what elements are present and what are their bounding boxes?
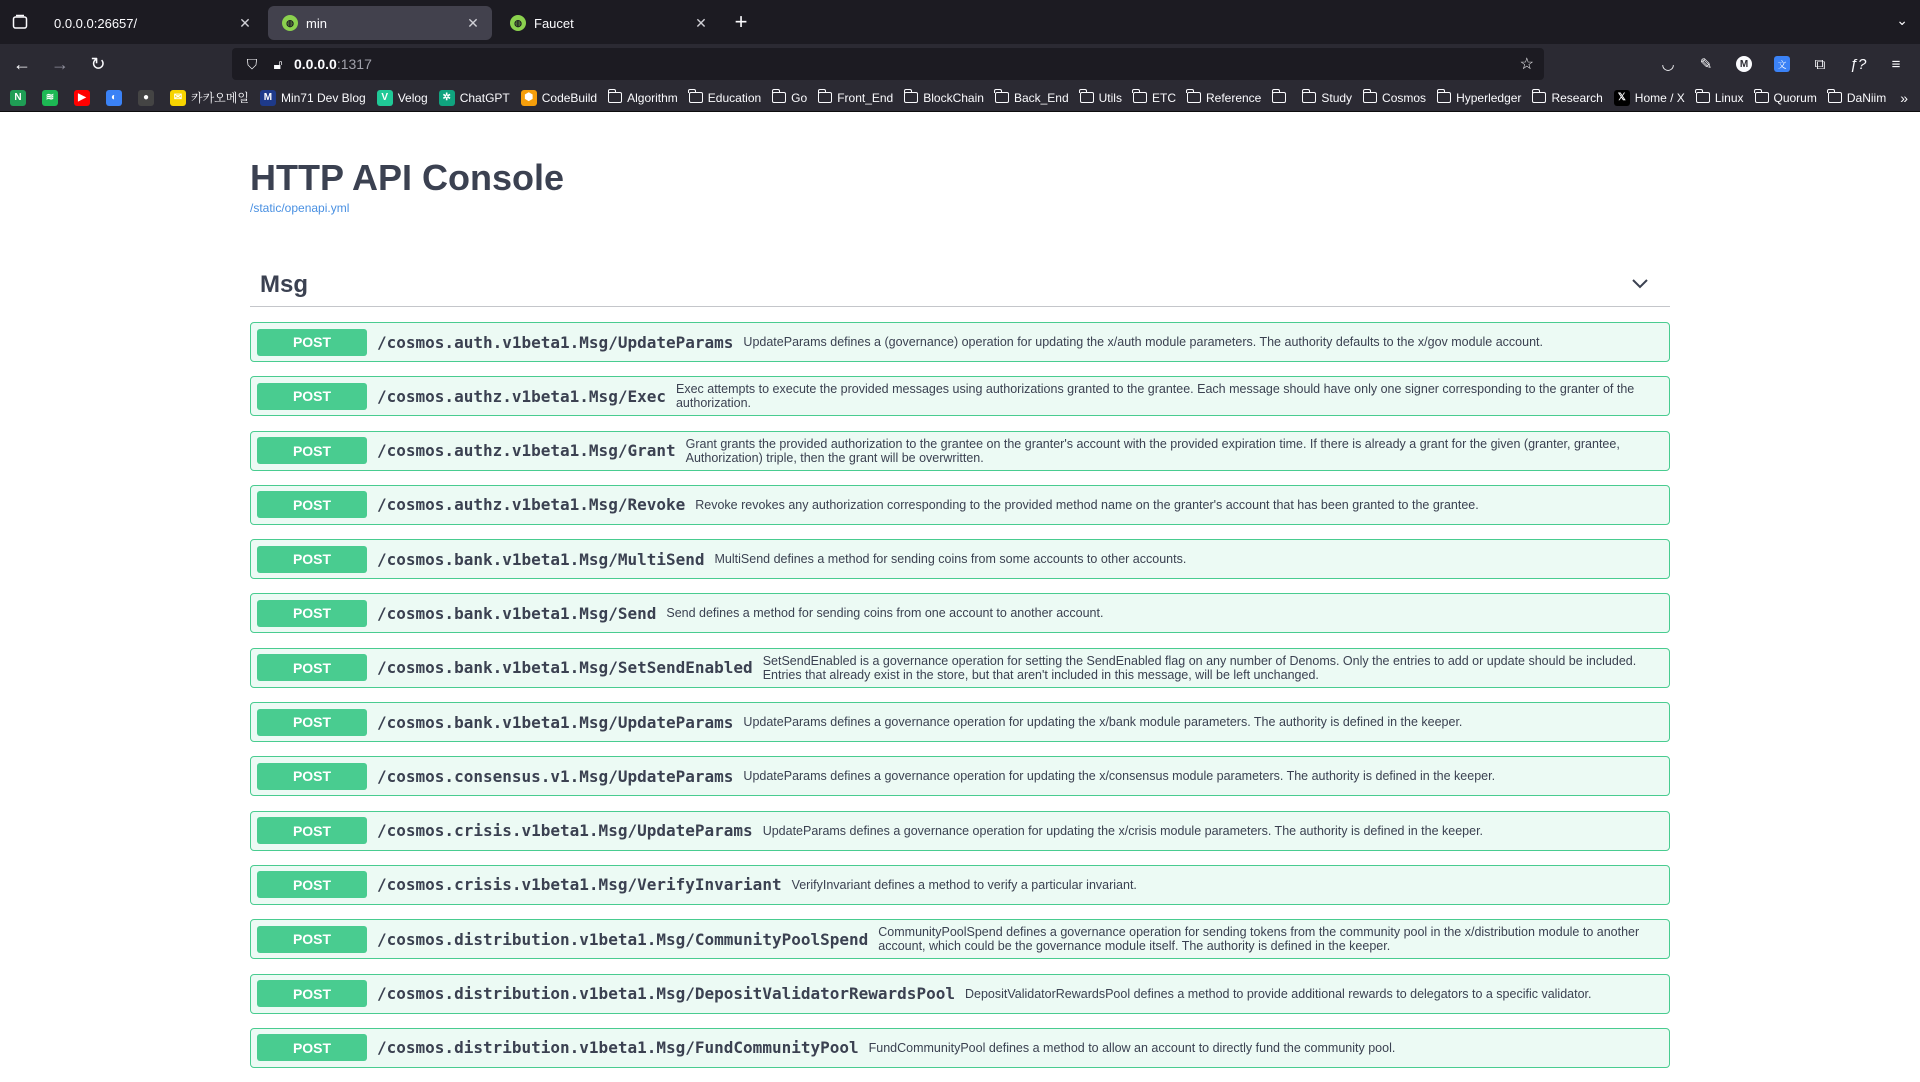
method-badge: POST <box>257 763 367 790</box>
bookmark-item[interactable] <box>1272 92 1291 103</box>
bookmark-label: Reference <box>1205 90 1262 105</box>
bookmark-item[interactable] <box>995 91 1069 105</box>
bookmark-item[interactable] <box>377 90 428 106</box>
operation-row[interactable] <box>250 539 1670 579</box>
bookmark-label: Education <box>707 90 762 105</box>
operation-description: Exec attempts to execute the provided messages using authorizations granted to the grantee. Each message should have only one signer corresponding to the granter of the authorization. <box>675 382 1635 411</box>
bookmarks-toolbar <box>0 84 1920 112</box>
tab-label: 0.0.0.0:26657/ <box>54 15 138 31</box>
reload-button[interactable] <box>82 48 114 80</box>
navigation-toolbar <box>0 44 1920 84</box>
operation-path[interactable]: /cosmos.distribution.v1beta1.Msg/FundCommunityPool <box>377 1038 859 1058</box>
extensions-puzzle-icon[interactable]: ⧉ <box>1814 55 1826 73</box>
page-content <box>0 113 1920 1080</box>
velog-icon: V <box>377 90 393 106</box>
operation-row[interactable] <box>250 756 1670 796</box>
bookmark-label: 카카오메일 <box>191 91 249 105</box>
folder-icon <box>1133 92 1147 103</box>
operation-description: SetSendEnabled is a governance operation for setting the SendEnabled flag on any number of Denoms. Only the entries to add or update should be included. Entries that already exist in the store, but that aren't included in this message, will be left unchanged. <box>762 653 1637 682</box>
bookmark-item[interactable] <box>138 90 159 106</box>
url-port: :1317 <box>336 56 372 72</box>
bookmark-label: BlockChain <box>923 90 984 105</box>
menu-icon[interactable]: ≡ <box>1891 55 1901 73</box>
reload-icon: ↻ <box>90 53 106 74</box>
bookmarks-overflow-icon[interactable]: » <box>1900 90 1908 106</box>
extension-m-icon[interactable]: M <box>1728 48 1760 80</box>
operation-description: MultiSend defines a method for sending coins from some accounts to other accounts. <box>714 552 1187 567</box>
bookmark-label: Home / X <box>1634 90 1685 105</box>
operation-path[interactable]: /cosmos.crisis.v1beta1.Msg/VerifyInvariant <box>377 875 782 895</box>
folder-icon <box>1302 92 1316 103</box>
method-badge: POST <box>257 926 367 953</box>
folder-icon <box>772 92 786 103</box>
method-badge: POST <box>257 1034 367 1061</box>
bookmark-label: Utils <box>1098 90 1122 105</box>
operation-row[interactable] <box>250 865 1670 905</box>
bookmark-item[interactable] <box>1614 90 1685 106</box>
method-badge: POST <box>257 709 367 736</box>
operation-description: Grant grants the provided authorization to the grantee on the granter's account with the provided expiration time. If there is already a grant for the given (granter, grantee, Authorization) triple, then the grant will be overwritten. <box>685 436 1620 465</box>
tab-list-icon <box>12 14 28 30</box>
codebuild-icon: ⬢ <box>521 90 537 106</box>
folder-icon <box>689 92 703 103</box>
operation-path[interactable]: /cosmos.distribution.v1beta1.Msg/CommunityPoolSpend <box>377 929 869 949</box>
arrow-left-icon: ← <box>13 53 31 74</box>
folder-icon <box>995 92 1009 103</box>
bookmark-item[interactable] <box>42 90 63 106</box>
function-icon[interactable]: ƒ? <box>1849 55 1867 73</box>
bookmark-item[interactable] <box>1696 91 1744 105</box>
x-icon: 𝕏 <box>1614 90 1630 106</box>
youtube-icon: ▶ <box>74 90 90 106</box>
operation-path[interactable]: /cosmos.bank.v1beta1.Msg/MultiSend <box>377 549 705 569</box>
operation-description: Revoke revokes any authorization corresponding to the provided method name on the granter's account that has been granted to the grantee. <box>695 497 1479 512</box>
operation-description: UpdateParams defines a (governance) operation for updating the x/auth module parameters. The authority defaults to the x/gov module account. <box>743 335 1543 349</box>
page-title: HTTP API Console <box>250 157 565 198</box>
bookmark-label: DaNiim <box>1846 90 1887 105</box>
operation-path[interactable]: /cosmos.distribution.v1beta1.Msg/DepositValidatorRewardsPool <box>377 984 955 1004</box>
lock-icon[interactable]: 🔓︎ <box>273 55 283 72</box>
wrench-icon[interactable]: ✎ <box>1699 56 1713 73</box>
operation-row[interactable] <box>250 376 1670 416</box>
folder-icon <box>1187 92 1201 103</box>
bookmark-label: Go <box>791 90 808 105</box>
operation-row[interactable] <box>250 593 1670 633</box>
arrow-right-icon: → <box>51 53 69 74</box>
bookmark-item[interactable] <box>74 90 95 106</box>
operation-path[interactable]: /cosmos.bank.v1beta1.Msg/SetSendEnabled <box>377 658 753 678</box>
operation-path[interactable]: /cosmos.auth.v1beta1.Msg/UpdateParams <box>377 332 734 352</box>
operation-row[interactable] <box>250 648 1670 688</box>
bookmark-label: ChatGPT <box>459 90 510 105</box>
operation-path[interactable]: /cosmos.bank.v1beta1.Msg/UpdateParams <box>377 712 734 732</box>
section-header-msg[interactable] <box>250 259 1670 307</box>
operation-path[interactable]: /cosmos.authz.v1beta1.Msg/Exec <box>377 386 666 406</box>
operation-row[interactable] <box>250 322 1670 362</box>
operation-path[interactable]: /cosmos.authz.v1beta1.Msg/Grant <box>377 441 676 461</box>
operation-path[interactable]: /cosmos.bank.v1beta1.Msg/Send <box>377 603 657 623</box>
operation-row[interactable] <box>250 431 1670 471</box>
tab-overflow-chevron-icon[interactable]: ⌄ <box>1896 12 1908 28</box>
operation-description: UpdateParams defines a governance operation for updating the x/consensus module parameters. The authority is defined in the keeper. <box>743 769 1496 784</box>
folder-icon <box>1696 92 1710 103</box>
browser-tab[interactable] <box>40 6 264 40</box>
method-badge: POST <box>257 329 367 356</box>
bookmark-item[interactable] <box>106 90 127 106</box>
operation-path[interactable]: /cosmos.authz.v1beta1.Msg/Revoke <box>377 495 686 515</box>
method-badge: POST <box>257 871 367 898</box>
kakao-mail-icon: ✉ <box>170 90 186 106</box>
tab-favicon-icon: ◍ <box>282 15 298 31</box>
pocket-icon[interactable]: ◡ <box>1661 56 1675 73</box>
bookmark-item[interactable] <box>904 91 984 105</box>
folder-icon <box>1755 92 1769 103</box>
forward-button[interactable] <box>44 48 76 80</box>
bookmark-item[interactable] <box>260 90 366 106</box>
bookmark-label: Algorithm <box>627 90 678 105</box>
bookmark-label: Velog <box>397 90 428 105</box>
bookmark-item[interactable] <box>1755 91 1817 105</box>
operation-path[interactable]: /cosmos.consensus.v1.Msg/UpdateParams <box>377 766 734 786</box>
method-badge: POST <box>257 654 367 681</box>
shield-icon[interactable]: ⛉ <box>246 55 258 72</box>
operation-row[interactable] <box>250 485 1670 525</box>
translate-icon[interactable]: 文 <box>1766 48 1798 80</box>
tab-label: Faucet <box>534 15 574 31</box>
bookmark-item[interactable] <box>439 90 510 106</box>
bookmark-label: ETC <box>1151 90 1176 105</box>
bookmark-star-icon[interactable]: ☆ <box>1519 56 1534 73</box>
bookmark-item[interactable] <box>1828 91 1886 105</box>
operation-description: UpdateParams defines a governance operation for updating the x/crisis module parameters. The authority is defined in the keeper. <box>762 823 1484 838</box>
bookmark-item[interactable] <box>521 90 597 106</box>
tab-favicon-icon: ◍ <box>510 15 526 31</box>
new-tab-button[interactable] <box>724 5 758 39</box>
bookmark-item[interactable] <box>170 89 249 106</box>
tab-list-button[interactable] <box>0 0 40 44</box>
method-badge: POST <box>257 600 367 627</box>
operation-description: DepositValidatorRewardsPool defines a method to provide additional rewards to delegators to a specific validator. <box>964 986 1592 1001</box>
back-button[interactable] <box>6 48 38 80</box>
folder-icon <box>1437 92 1451 103</box>
bookmark-item[interactable] <box>1363 91 1426 105</box>
close-tab-icon[interactable]: ✕ <box>467 14 479 31</box>
close-tab-icon[interactable]: ✕ <box>239 14 251 31</box>
bookmark-item[interactable] <box>1133 91 1176 105</box>
operation-row[interactable] <box>250 1028 1670 1068</box>
bookmark-label: Study <box>1321 90 1353 105</box>
bookmark-item[interactable] <box>818 91 893 105</box>
bookmark-label: Back_End <box>1013 90 1069 105</box>
chatgpt-icon: ✲ <box>439 90 455 106</box>
blog-icon: M <box>260 90 276 106</box>
tab-label: min <box>306 15 327 31</box>
bookmark-item[interactable] <box>689 91 761 105</box>
folder-icon <box>1272 92 1286 103</box>
method-badge: POST <box>257 437 367 464</box>
bookmark-item[interactable] <box>1187 91 1261 105</box>
chevron-down-icon[interactable] <box>1630 273 1650 293</box>
folder-icon <box>818 92 832 103</box>
operation-description: FundCommunityPool defines a method to allow an account to directly fund the community pool. <box>868 1040 1396 1055</box>
bookmark-item[interactable] <box>1532 91 1602 105</box>
bookmark-item[interactable] <box>1437 91 1521 105</box>
close-tab-icon[interactable]: ✕ <box>695 14 707 31</box>
bookmark-label: Hyperledger <box>1456 90 1522 105</box>
tab-bar <box>0 0 1920 44</box>
section-title: Msg <box>260 271 308 298</box>
operation-row[interactable] <box>250 919 1670 959</box>
bookmark-label: Research <box>1551 90 1603 105</box>
address-bar[interactable] <box>232 48 1544 80</box>
browser-tab[interactable] <box>268 6 492 40</box>
bookmark-item[interactable] <box>1302 91 1352 105</box>
folder-icon <box>1828 92 1842 103</box>
operation-description: CommunityPoolSpend defines a governance operation for sending tokens from the community pool in the x/distribution module to another account, which could be the governance module itself. The authority is defined in the keeper. <box>878 925 1640 954</box>
bookmark-label: CodeBuild <box>541 90 598 105</box>
app-icon: ◐ <box>106 90 122 106</box>
toolbar-extensions <box>1652 48 1912 80</box>
bookmark-label: Quorum <box>1773 90 1817 105</box>
operation-row[interactable] <box>250 702 1670 742</box>
bookmark-label: Linux <box>1714 90 1744 105</box>
bookmark-item[interactable] <box>608 91 678 105</box>
folder-icon <box>608 92 622 103</box>
browser-tab[interactable] <box>496 6 720 40</box>
operation-row[interactable] <box>250 974 1670 1014</box>
github-icon: ● <box>138 90 154 106</box>
bookmark-label: Min71 Dev Blog <box>280 90 366 105</box>
method-badge: POST <box>257 546 367 573</box>
operations-list <box>250 322 1670 1082</box>
bookmark-item[interactable] <box>772 91 807 105</box>
folder-icon <box>1363 92 1377 103</box>
method-badge: POST <box>257 817 367 844</box>
folder-icon <box>1080 92 1094 103</box>
openapi-spec-link[interactable]: /static/openapi.yml <box>250 201 350 215</box>
bookmark-label: Front_End <box>837 90 894 105</box>
bookmark-item[interactable] <box>1080 91 1122 105</box>
operation-description: Send defines a method for sending coins from one account to another account. <box>666 606 1104 621</box>
method-badge: POST <box>257 491 367 518</box>
operation-path[interactable]: /cosmos.crisis.v1beta1.Msg/UpdateParams <box>377 821 753 841</box>
method-badge: POST <box>257 980 367 1007</box>
folder-icon <box>904 92 918 103</box>
folder-icon <box>1532 92 1546 103</box>
notion-icon: N <box>10 90 26 106</box>
url-host: 0.0.0.0 <box>294 56 337 72</box>
operation-description: VerifyInvariant defines a method to verify a particular invariant. <box>791 877 1137 892</box>
plus-icon: + <box>734 9 748 34</box>
bookmark-item[interactable] <box>10 90 31 106</box>
operation-description: UpdateParams defines a governance operation for updating the x/bank module parameters. The authority is defined in the keeper. <box>743 715 1463 730</box>
bookmark-label: Cosmos <box>1382 90 1427 105</box>
spotify-icon: ≋ <box>42 90 58 106</box>
method-badge: POST <box>257 383 367 410</box>
operation-row[interactable] <box>250 811 1670 851</box>
